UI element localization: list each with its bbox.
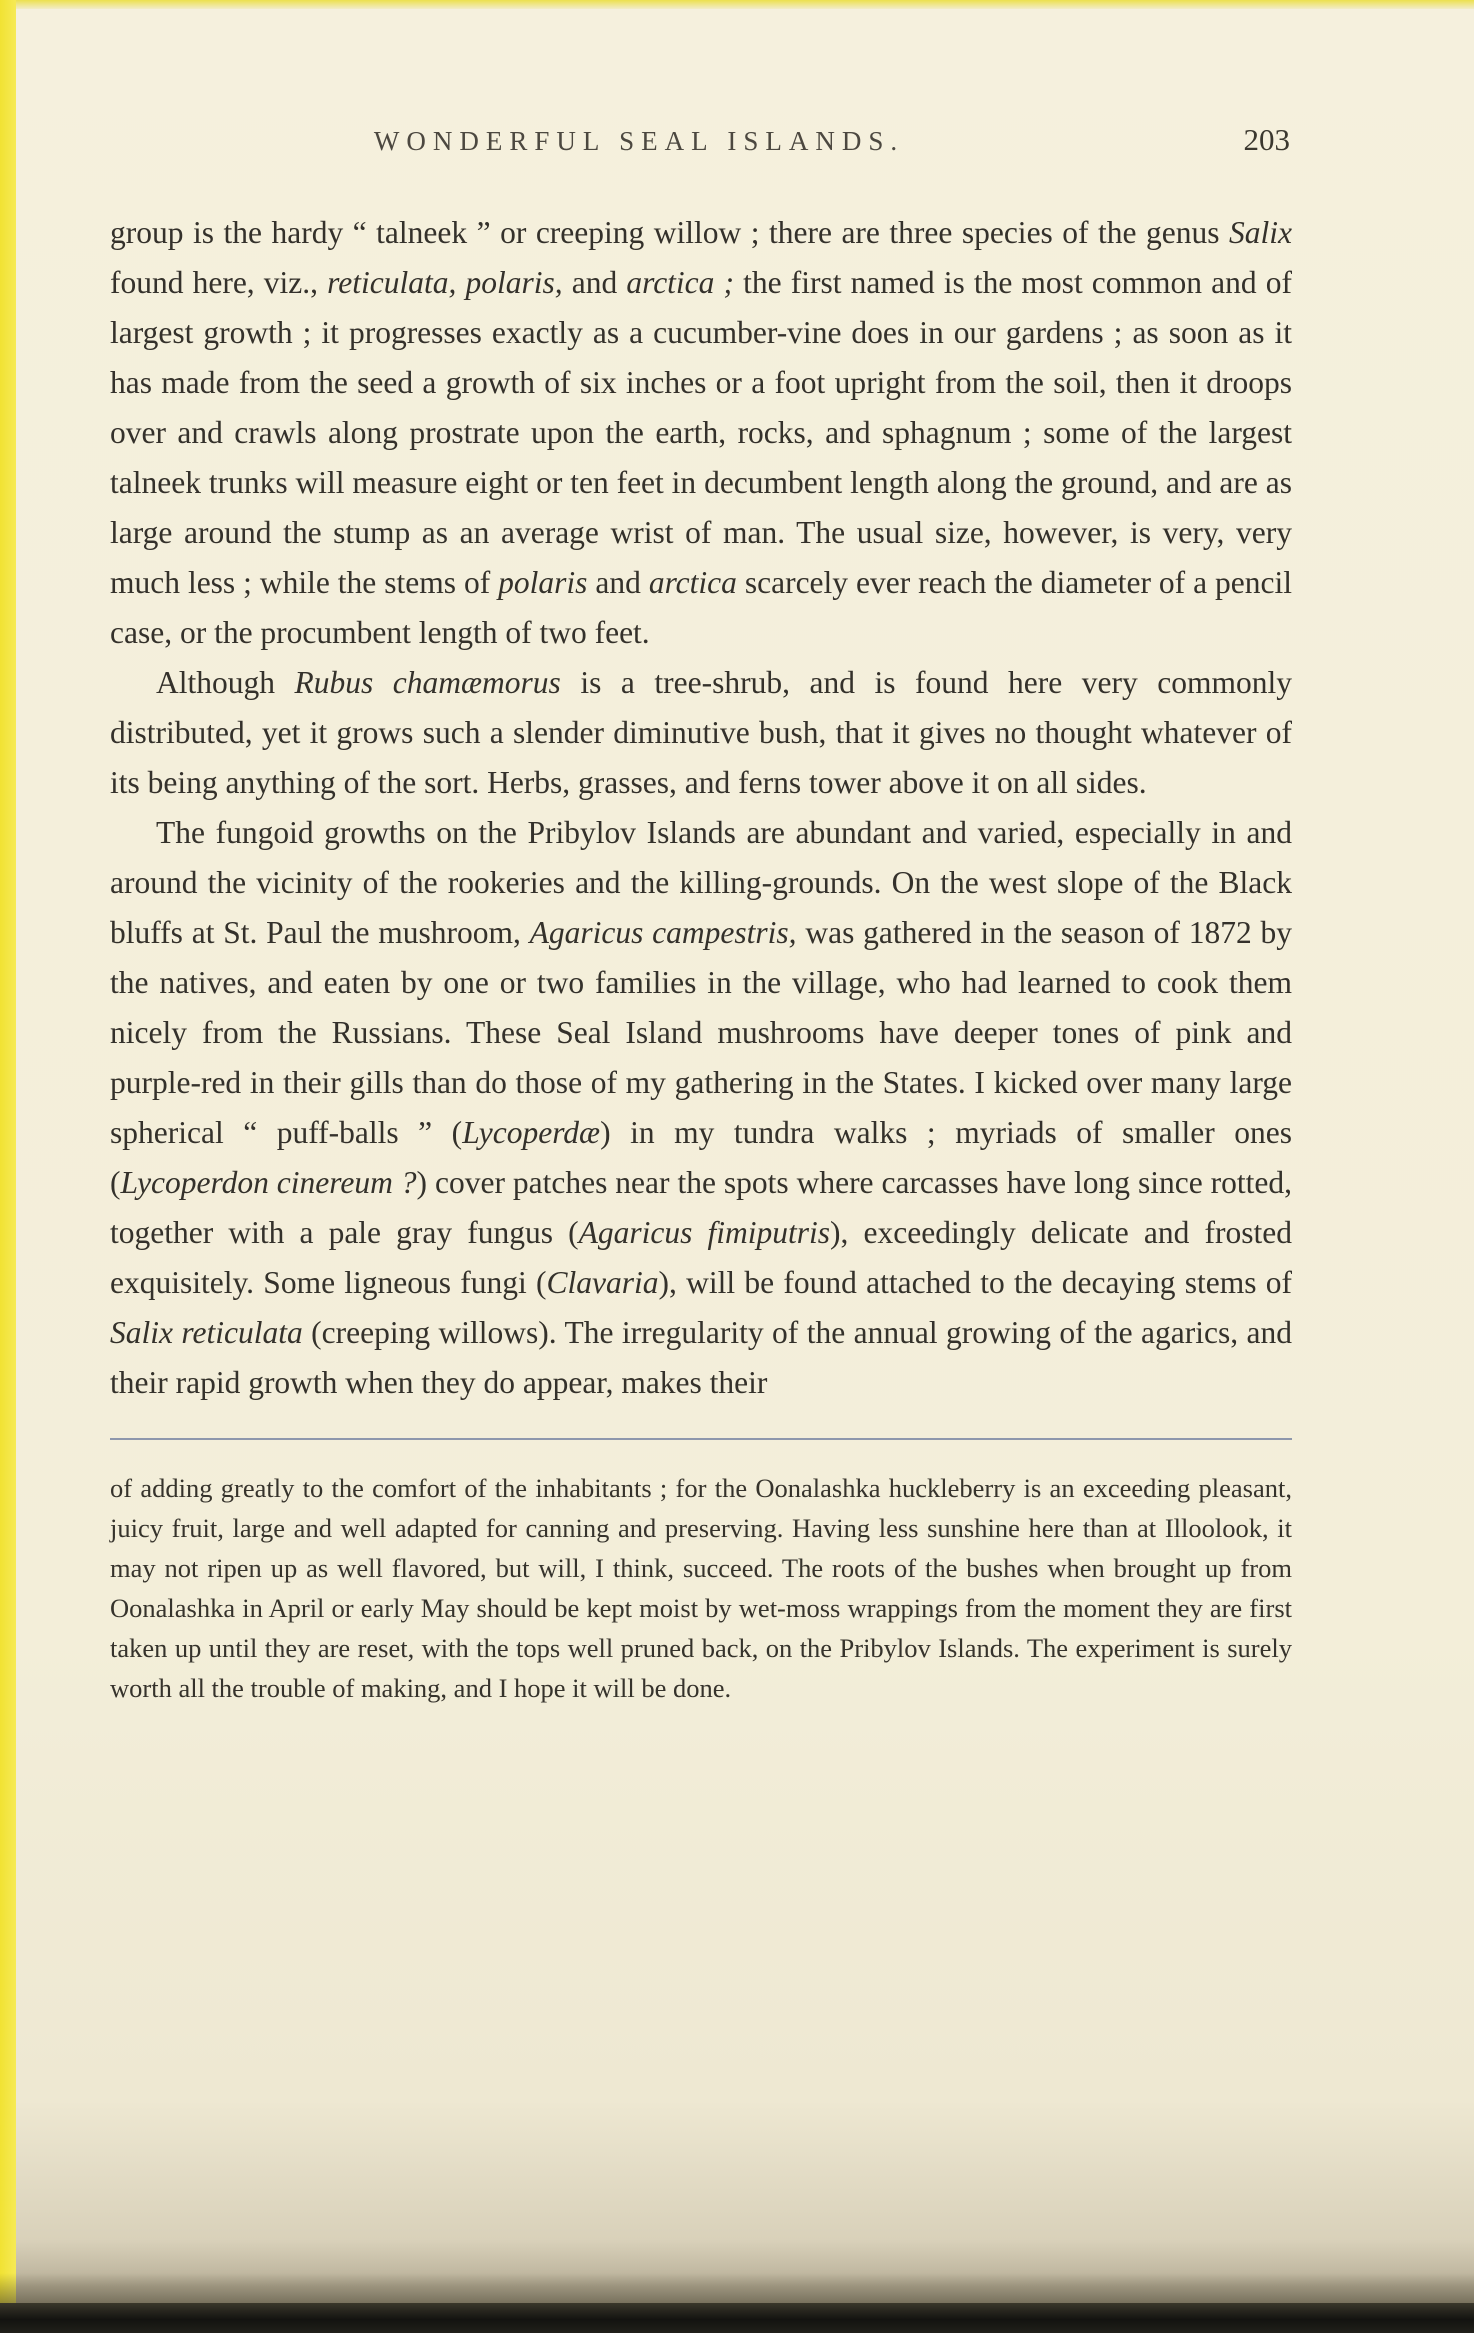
page-top-edge — [0, 0, 1474, 9]
page-bottom-shadow — [0, 2273, 1474, 2303]
species-name: Lycoperdæ — [462, 1115, 601, 1150]
paragraph — [110, 658, 1292, 808]
footnote-rule — [110, 1438, 1292, 1440]
page-left-edge — [0, 0, 16, 2333]
text-run: and — [562, 265, 627, 300]
text-run: scarcely ever reach the diameter of a pencil case, or the procumbent length of two feet. — [110, 565, 1292, 650]
text-run: group is the hardy “ talneek ” or creeping willow ; there are three species of the genus — [110, 215, 1229, 250]
text-run: (creeping willows). The irregularity of the annual growing of the agarics, and their rapid growth when they do appear, makes their — [110, 1315, 1293, 1400]
text-run: is a tree-shrub, and is found here very commonly distributed, yet it grows such a slender diminutive bush, that it gives no thought whatever of its being anything of the sort. Herbs, grasses, and ferns tower above it on all sides. — [110, 665, 1292, 800]
species-name: polaris — [498, 565, 588, 600]
species-name: Salix — [1229, 215, 1292, 250]
text-run: ) in my tundra walks ; myriads of smaller ones ( — [110, 1115, 1293, 1200]
body-text — [110, 208, 1292, 1408]
footnote-text: of adding greatly to the comfort of the inhabitants ; for the Oonalashka huckleberry is an exceeding pleasant, juicy fruit, large and well adapted for canning and preserving. Having less sunshine here than at Illoolook, it may not ripen up as well flavored, but will, I think, succeed. The roots of the bushes when brought up from Oonalashka in April or early May should be kept moist by wet-moss wrappings from the moment they are first taken up until they are reset, with the tops well pruned back, on the Pribylov Islands. The experiment is surely worth all the trouble of making, and I hope it will be done. — [110, 1473, 1292, 1703]
page-number: 203 — [1243, 122, 1290, 157]
species-name: arctica ; — [626, 265, 735, 300]
species-name: Agaricus fimiputris — [578, 1215, 831, 1250]
species-name: Clavaria — [546, 1265, 659, 1300]
text-run: ), exceedingly delicate and frosted exquisitely. Some ligneous fungi ( — [110, 1215, 1292, 1300]
species-name: Rubus chamæmorus — [294, 665, 561, 700]
species-name: Lycoperdon cinereum ? — [120, 1165, 417, 1200]
species-name: arctica — [648, 565, 737, 600]
text-run: ) cover patches near the spots where carcasses have long since rotted, together with a pale gray fungus ( — [110, 1165, 1292, 1250]
text-run: Although — [156, 665, 295, 700]
page-bottom-edge — [0, 2303, 1474, 2333]
paragraph — [110, 808, 1292, 1408]
running-head: WONDERFUL SEAL ISLANDS. — [373, 126, 905, 156]
species-name: Agaricus campestris, — [529, 915, 797, 950]
text-run: and — [587, 565, 649, 600]
text-run: the first named is the most common and of largest growth ; it progresses exactly as a cucumber-vine does in our gardens ; as soon as it has made from the seed a growth of six inches or a foot upright from the soil, then it droops over and crawls along prostrate upon the earth, rocks, and sphagnum ; some of the largest talneek trunks will measure eight or ten feet in decumbent length along the ground, and are as large around the stump as an average wrist of man. The usual size, however, is very, very much less ; while the stems of — [110, 265, 1293, 600]
paragraph — [110, 208, 1292, 658]
text-run: The fungoid growths on the Pribylov Islands are abundant and varied, especially in and around the vicinity of the rookeries and the killing-grounds. On the west slope of the Black bluffs at St. Paul the mushroom, — [110, 815, 1292, 950]
text-run: was gathered in the season of 1872 by the natives, and eaten by one or two families in the village, who had learned to cook them nicely from the Russians. These Seal Island mushrooms have deeper tones of pink and purple-red in their gills than do those of my gathering in the States. I kicked over many large spherical “ puff-balls ” ( — [110, 915, 1292, 1150]
species-name: reticulata, polaris, — [327, 265, 563, 300]
text-run: ), will be found attached to the decaying stems of — [658, 1265, 1292, 1300]
species-name: Salix reticulata — [110, 1315, 303, 1350]
text-run: found here, viz., — [110, 265, 328, 300]
page-header — [110, 122, 1292, 192]
page-content — [110, 122, 1293, 1708]
